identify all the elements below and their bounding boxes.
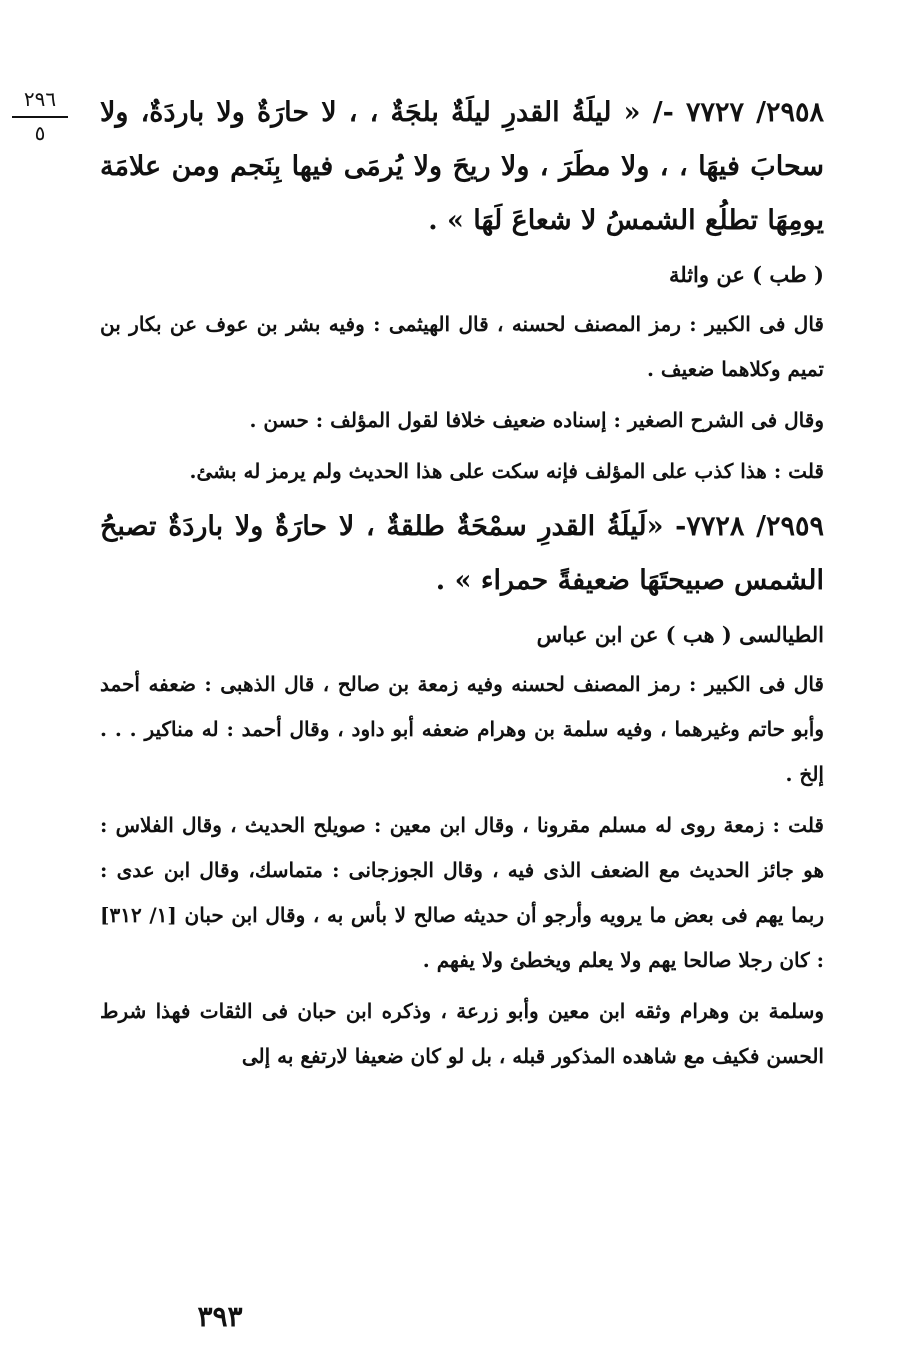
hadith-text: « ليلَةُ القدرِ ليلَةٌ بلجَةٌ ، ، لا حارَةٌ ولا باردَةٌ، ولا سحابَ فيهَا ، ، ولا مطَرَ ، ولا ريحَ ولا يُرمَى فيها بِنَجم ومن علامَة يومِهَا تطلُع الشمسُ لا شعاعَ لَهَا » . <box>100 97 824 236</box>
author-note-paragraph <box>100 803 824 983</box>
hadith-2959 <box>100 500 824 608</box>
hadith-2958 <box>100 86 824 248</box>
margin-ref-divider <box>12 116 68 118</box>
hadith-source: ( طب ) عن واثلة <box>669 262 824 287</box>
note-text: هذا كذب على المؤلف فإنه سكت على هذا الحديث ولم يرمز له بشئ. <box>189 459 767 483</box>
note-text: زمعة روى له مسلم مقرونا ، وقال ابن معين : صويلح الحديث ، وقال الفلاس : هو جائز الحديث مع الضعف الذى فيه ، وقال الجوزجانى : متماسك، وقال ابن عدى : ربما يهم فى بعض ما يرويه وأرجو أن حديثه صالح لا بأس به ، وقال ابن حبان [١/ ٣١٢] : كان رجلا صالحا يهم ولا يعلم ويخطئ ولا يفهم . <box>100 813 824 972</box>
margin-ref-bottom: ٥ <box>34 121 46 145</box>
commentary-paragraph: وقال فى الشرح الصغير : إسناده ضعيف خلافا لقول المؤلف : حسن . <box>249 408 824 432</box>
author-note-paragraph <box>100 449 824 494</box>
page-number: ٣٩٣ <box>197 1300 243 1333</box>
note-lead: قلت : <box>773 459 824 483</box>
commentary-paragraph: قال فى الكبير : رمز المصنف لحسنه ، قال الهيثمى : وفيه بشر بن عوف عن بكار بن تميم وكلاهما ضعيف . <box>100 312 824 381</box>
note-lead: قلت : <box>772 813 824 837</box>
hadith-text: «لَيلَةُ القدرِ سمْحَةٌ طلقةٌ ، لا حارَةٌ ولا باردَةٌ تصبحُ الشمس صبيحتَهَا ضعيفةً حمراء » . <box>100 511 824 596</box>
hadith-source: الطيالسى ( هب ) عن ابن عباس <box>536 622 824 647</box>
main-text-column <box>100 86 824 1085</box>
margin-reference <box>12 86 68 146</box>
commentary-paragraph: وسلمة بن وهرام وثقه ابن معين وأبو زرعة ، وذكره ابن حبان فى الثقات فهذا شرط الحسن فكيف مع شاهده المذكور قبله ، بل لو كان ضعيفا لارتفع به إلى <box>100 999 824 1068</box>
margin-ref-top: ٢٩٦ <box>23 87 57 111</box>
commentary-paragraph: قال فى الكبير : رمز المصنف لحسنه وفيه زمعة بن صالح ، قال الذهبى : ضعفه أحمد وأبو حاتم وغيرهما ، وفيه سلمة بن وهرام ضعفه أبو داود ، وقال أحمد : له مناكير . . . إلخ . <box>100 672 825 786</box>
hadith-number: ٢٩٥٩/ ٧٧٢٨- <box>675 511 824 542</box>
hadith-number: ٢٩٥٨/ ٧٧٢٧ -/ <box>652 97 824 128</box>
